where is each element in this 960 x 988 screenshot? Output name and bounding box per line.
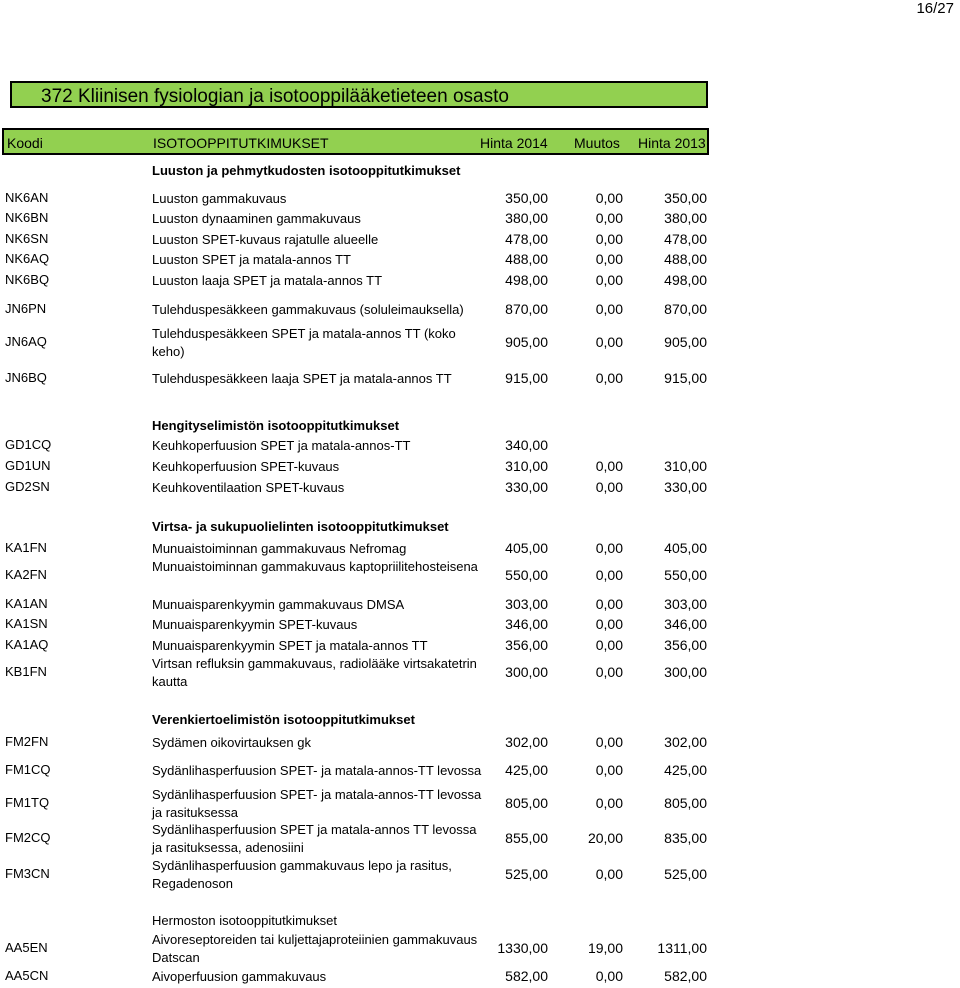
row-price-2014: 356,00 — [505, 637, 548, 653]
row-code: JN6BQ — [5, 370, 47, 385]
row-description: Munuaisparenkyymin SPET-kuvaus — [152, 617, 358, 632]
row-price-2013: 302,00 — [664, 734, 707, 750]
row-change: 0,00 — [595, 458, 623, 474]
table-row — [0, 616, 710, 636]
header-name: ISOTOOPPITUTKIMUKSET — [153, 135, 329, 151]
row-price-2013: 300,00 — [664, 664, 707, 680]
row-price-2013: 550,00 — [664, 567, 707, 583]
row-change: 0,00 — [595, 637, 623, 653]
table-row — [0, 786, 710, 824]
row-code: FM1CQ — [5, 762, 51, 777]
row-description: Luuston SPET ja matala-annos TT — [152, 252, 351, 267]
row-price-2013: 425,00 — [664, 762, 707, 778]
table-row — [0, 968, 710, 988]
row-price-2014: 855,00 — [505, 830, 548, 846]
row-code: JN6PN — [5, 301, 47, 316]
row-code: NK6AQ — [5, 251, 50, 266]
row-description: Sydänlihasperfuusion SPET- ja matala-annos-TT levossa ja rasituksessa — [152, 787, 482, 820]
row-description: Luuston SPET-kuvaus rajatulle alueelle — [152, 232, 379, 247]
row-code: KA2FN — [5, 567, 47, 582]
row-price-2013: 582,00 — [664, 968, 707, 984]
row-description: Sydämen oikovirtauksen gk — [152, 735, 311, 750]
row-description: Aivoreseptoreiden tai kuljettajaproteiinien gammakuvaus Datscan — [152, 932, 478, 965]
row-change: 0,00 — [595, 540, 623, 556]
row-code: AA5EN — [5, 940, 48, 955]
row-code: FM3CN — [5, 866, 50, 881]
row-description: Luuston laaja SPET ja matala-annos TT — [152, 273, 383, 288]
row-description: Luuston dynaaminen gammakuvaus — [152, 211, 361, 226]
table-row — [0, 190, 710, 210]
table-row — [0, 325, 710, 363]
row-price-2014: 330,00 — [505, 479, 548, 495]
row-code: NK6AN — [5, 190, 49, 205]
table-row — [0, 596, 710, 616]
header-price-2014: Hinta 2014 — [480, 135, 548, 151]
table-row — [0, 210, 710, 230]
row-price-2014: 805,00 — [505, 795, 548, 811]
row-price-2014: 488,00 — [505, 251, 548, 267]
row-code: NK6BN — [5, 210, 49, 225]
row-price-2014: 905,00 — [505, 334, 548, 350]
table-row — [0, 479, 710, 499]
row-change: 0,00 — [595, 190, 623, 206]
row-code: FM2CQ — [5, 830, 51, 845]
row-code: AA5CN — [5, 968, 49, 983]
row-description: Tulehduspesäkkeen SPET ja matala-annos TT (koko keho) — [152, 326, 456, 359]
header-code: Koodi — [7, 135, 43, 151]
row-code: KA1SN — [5, 616, 48, 631]
row-price-2013: 498,00 — [664, 272, 707, 288]
row-price-2013: 835,00 — [664, 830, 707, 846]
row-change: 0,00 — [595, 479, 623, 495]
section-heading: Hermoston isotooppitutkimukset — [152, 913, 337, 928]
row-price-2014: 478,00 — [505, 231, 548, 247]
row-code: KA1FN — [5, 540, 47, 555]
table-row — [0, 558, 710, 596]
section-heading: Virtsa- ja sukupuolielinten isotooppitutkimukset — [152, 519, 449, 534]
row-price-2014: 350,00 — [505, 190, 548, 206]
table-row — [0, 272, 710, 292]
row-price-2013: 330,00 — [664, 479, 707, 495]
row-change: 0,00 — [595, 866, 623, 882]
row-price-2013: 905,00 — [664, 334, 707, 350]
row-description: Tulehduspesäkkeen gammakuvaus (soluleimauksella) — [152, 302, 464, 317]
row-change: 0,00 — [595, 968, 623, 984]
row-price-2014: 1330,00 — [497, 940, 548, 956]
row-change: 0,00 — [595, 795, 623, 811]
row-price-2013: 405,00 — [664, 540, 707, 556]
row-price-2014: 582,00 — [505, 968, 548, 984]
table-row — [0, 458, 710, 478]
row-change: 0,00 — [595, 567, 623, 583]
row-code: FM2FN — [5, 734, 49, 749]
row-change: 0,00 — [595, 596, 623, 612]
row-description: Munuaistoiminnan gammakuvaus Nefromag — [152, 541, 407, 556]
row-description: Munuaistoiminnan gammakuvaus kaptopriilitehosteisena — [152, 559, 478, 574]
table-row — [0, 437, 710, 457]
table-row — [0, 857, 710, 895]
row-price-2014: 498,00 — [505, 272, 548, 288]
row-description: Munuaisparenkyymin SPET ja matala-annos TT — [152, 638, 428, 653]
row-price-2014: 525,00 — [505, 866, 548, 882]
row-price-2013: 350,00 — [664, 190, 707, 206]
row-code: FM1TQ — [5, 795, 50, 810]
row-price-2014: 310,00 — [505, 458, 548, 474]
row-change: 0,00 — [595, 370, 623, 386]
row-description: Sydänlihasperfuusion SPET ja matala-annos TT levossa ja rasituksessa, adenosiini — [152, 822, 477, 855]
row-description: Munuaisparenkyymin gammakuvaus DMSA — [152, 597, 405, 612]
row-description: Aivoperfuusion gammakuvaus — [152, 969, 327, 984]
row-change: 0,00 — [595, 301, 623, 317]
table-row — [0, 637, 710, 657]
row-change: 0,00 — [595, 210, 623, 226]
row-price-2013: 488,00 — [664, 251, 707, 267]
table-row — [0, 370, 710, 390]
section-heading: Luuston ja pehmytkudosten isotooppitutkimukset — [152, 163, 461, 178]
row-price-2014: 346,00 — [505, 616, 548, 632]
row-price-2013: 525,00 — [664, 866, 707, 882]
section-heading: Verenkiertoelimistön isotooppitutkimukset — [152, 712, 415, 727]
row-change: 19,00 — [587, 940, 623, 956]
row-price-2013: 478,00 — [664, 231, 707, 247]
row-code: KB1FN — [5, 664, 47, 679]
row-change: 0,00 — [595, 616, 623, 632]
row-description: Luuston gammakuvaus — [152, 191, 287, 206]
row-price-2013: 380,00 — [664, 210, 707, 226]
row-price-2014: 405,00 — [505, 540, 548, 556]
row-change: 0,00 — [595, 231, 623, 247]
row-price-2013: 346,00 — [664, 616, 707, 632]
row-code: JN6AQ — [5, 334, 47, 349]
row-price-2014: 550,00 — [505, 567, 548, 583]
row-change: 0,00 — [595, 762, 623, 778]
header-change: Muutos — [574, 135, 620, 151]
row-description: Virtsan refluksin gammakuvaus, radiolääke virtsakatetrin kautta — [152, 656, 477, 689]
row-change: 0,00 — [595, 334, 623, 350]
row-code: GD1UN — [5, 458, 51, 473]
row-change: 0,00 — [595, 272, 623, 288]
row-change: 20,00 — [587, 830, 623, 846]
row-code: GD2SN — [5, 479, 50, 494]
row-price-2014: 340,00 — [505, 437, 548, 453]
row-price-2014: 915,00 — [505, 370, 548, 386]
table-row — [0, 251, 710, 271]
row-price-2013: 303,00 — [664, 596, 707, 612]
row-code: KA1AQ — [5, 637, 49, 652]
row-price-2013: 805,00 — [664, 795, 707, 811]
section-heading: Hengityselimistön isotooppitutkimukset — [152, 418, 400, 433]
row-code: GD1CQ — [5, 437, 52, 452]
row-change: 0,00 — [595, 664, 623, 680]
row-price-2014: 302,00 — [505, 734, 548, 750]
row-price-2013: 356,00 — [664, 637, 707, 653]
table-row — [0, 231, 710, 251]
table-row — [0, 301, 710, 321]
department-title: 372 Kliinisen fysiologian ja isotooppilääketieteen osasto — [41, 86, 509, 107]
row-description: Keuhkoperfuusion SPET-kuvaus — [152, 459, 340, 474]
row-code: KA1AN — [5, 596, 48, 611]
table-row — [0, 655, 710, 693]
row-code: NK6BQ — [5, 272, 50, 287]
row-price-2014: 870,00 — [505, 301, 548, 317]
row-description: Keuhkoperfuusion SPET ja matala-annos-TT — [152, 438, 411, 453]
row-price-2014: 300,00 — [505, 664, 548, 680]
row-price-2014: 425,00 — [505, 762, 548, 778]
row-code: NK6SN — [5, 231, 49, 246]
row-price-2013: 1311,00 — [657, 940, 707, 956]
row-description: Tulehduspesäkkeen laaja SPET ja matala-annos TT — [152, 371, 452, 386]
row-change: 0,00 — [595, 734, 623, 750]
row-price-2013: 870,00 — [664, 301, 707, 317]
table-row — [0, 734, 710, 754]
row-price-2013: 310,00 — [664, 458, 707, 474]
row-change: 0,00 — [595, 251, 623, 267]
department-title-box — [10, 81, 708, 108]
table-row — [0, 931, 710, 969]
row-price-2014: 380,00 — [505, 210, 548, 226]
row-description: Keuhkoventilaation SPET-kuvaus — [152, 480, 345, 495]
page-number: 16/27 — [916, 0, 954, 17]
table-row — [0, 540, 710, 560]
row-price-2013: 915,00 — [664, 370, 707, 386]
row-price-2014: 303,00 — [505, 596, 548, 612]
header-price-2013: Hinta 2013 — [638, 135, 706, 151]
table-row — [0, 762, 710, 782]
table-row — [0, 821, 710, 859]
table-header — [2, 128, 709, 155]
row-description: Sydänlihasperfuusion gammakuvaus lepo ja rasitus, Regadenoson — [152, 858, 452, 891]
row-description: Sydänlihasperfuusion SPET- ja matala-annos-TT levossa — [152, 763, 482, 778]
